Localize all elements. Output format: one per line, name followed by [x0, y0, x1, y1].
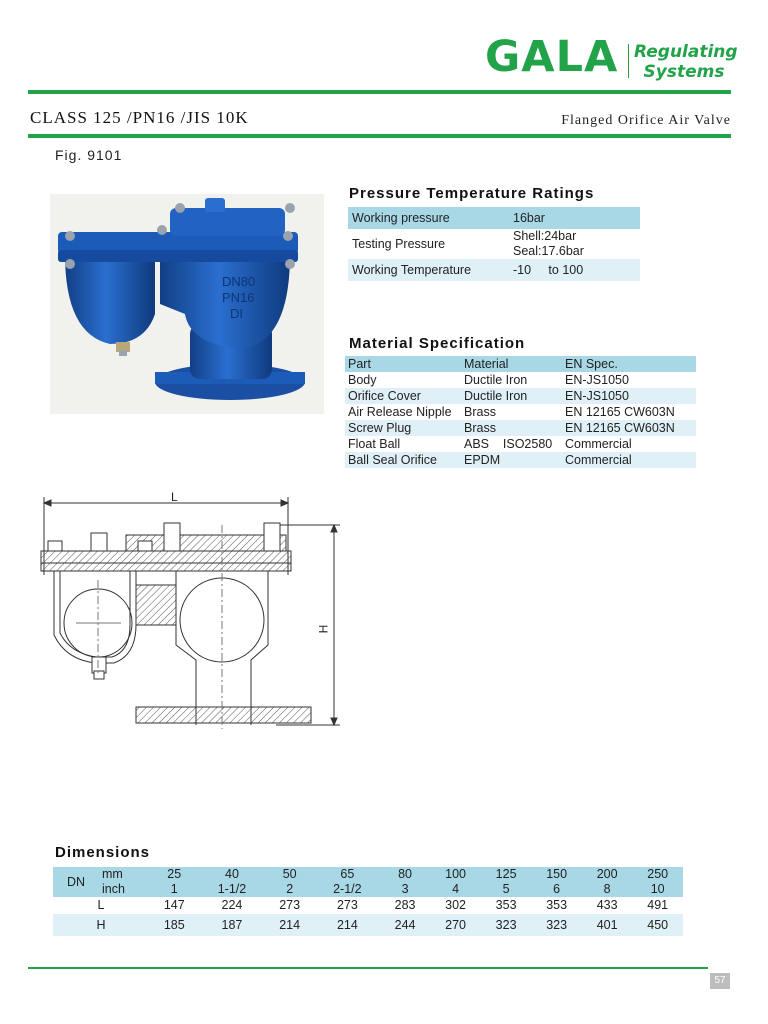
part-cell: Body	[348, 373, 377, 387]
h-cell: 214	[279, 917, 301, 932]
product-photo	[50, 194, 324, 414]
mm-cell: 200	[596, 867, 618, 881]
column-header: Material	[464, 357, 509, 371]
mm-cell: 50	[282, 867, 297, 881]
mm-cell: 125	[495, 867, 517, 881]
product-title: Flanged Orifice Air Valve	[561, 113, 731, 128]
technical-drawing	[36, 485, 346, 730]
table-header-row	[345, 356, 696, 372]
unit-label: inch	[102, 882, 125, 896]
part-cell: Air Release Nipple	[348, 405, 452, 419]
h-cell: 323	[495, 917, 517, 932]
logo-divider	[628, 44, 629, 78]
l-cell: 273	[279, 898, 301, 912]
dimension-l-label: L	[171, 490, 178, 504]
material-cell: Ductile Iron	[464, 389, 528, 403]
spec-cell: Commercial	[565, 453, 632, 467]
dimensions-table	[53, 867, 683, 936]
inch-cell: 3	[401, 882, 409, 896]
h-cell: 323	[546, 917, 568, 932]
rating-value: 16bar	[513, 211, 545, 225]
rating-label: Working Temperature	[352, 263, 472, 277]
column-header: Part	[348, 357, 371, 371]
header-rule-top	[28, 90, 731, 94]
l-cell: 433	[596, 898, 618, 912]
svg-text:DN80: DN80	[222, 274, 256, 289]
unit-label: mm	[102, 867, 123, 881]
pressure-ratings-table	[348, 207, 640, 281]
h-cell: 185	[163, 917, 185, 932]
class-title: CLASS 125 /PN16 /JIS 10K	[30, 108, 249, 127]
part-cell: Float Ball	[348, 437, 401, 451]
rating-value	[510, 229, 640, 259]
material-cell: Ductile Iron	[464, 373, 528, 387]
dimension-h-label: H	[316, 624, 331, 634]
page-number: 57	[710, 973, 730, 989]
mm-cell: 25	[167, 867, 182, 881]
h-cell: 187	[221, 917, 243, 932]
table-row	[348, 229, 640, 259]
inch-cell: 5	[502, 882, 510, 896]
part-cell: Ball Seal Orifice	[348, 453, 437, 467]
inch-cell: 1	[170, 882, 178, 896]
rating-value-line: Shell:24bar	[513, 229, 577, 243]
svg-text:PN16: PN16	[222, 290, 255, 305]
inch-cell: 1-1/2	[217, 882, 247, 896]
footer-rule	[28, 967, 708, 969]
table-row	[345, 420, 696, 436]
rating-value-line: Seal:17.6bar	[513, 244, 584, 258]
mm-cell: 65	[340, 867, 355, 881]
h-cell: 401	[596, 917, 618, 932]
tagline-line-2: Systems	[643, 62, 725, 82]
svg-text:DI: DI	[230, 306, 243, 321]
l-cell: 302	[445, 898, 467, 912]
material-spec-table	[345, 356, 696, 468]
table-row	[348, 259, 640, 281]
l-cell: 491	[647, 898, 669, 912]
figure-label: Fig. 9101	[55, 147, 123, 163]
valve-photo-illustration	[50, 194, 324, 414]
table-row	[53, 867, 683, 882]
inch-cell: 2-1/2	[333, 882, 362, 896]
part-cell: Orifice Cover	[348, 389, 421, 403]
inch-cell: 2	[286, 882, 294, 896]
l-cell: 224	[221, 898, 243, 912]
inch-cell: 6	[553, 882, 561, 896]
l-cell: 273	[336, 898, 358, 912]
row-label: L	[97, 898, 105, 912]
table-row	[345, 436, 696, 452]
part-cell: Screw Plug	[348, 421, 412, 435]
inch-cell: 10	[650, 882, 665, 896]
material-spec-heading: Material Specification	[349, 335, 526, 352]
brand-logo: GALA	[485, 32, 619, 82]
dimensions-heading: Dimensions	[55, 844, 151, 861]
l-cell: 283	[394, 898, 416, 912]
rating-label: Testing Pressure	[352, 237, 446, 251]
column-header: EN Spec.	[565, 357, 618, 371]
table-row	[53, 914, 683, 936]
brand-tagline	[634, 42, 738, 82]
rating-label: Working pressure	[352, 211, 450, 225]
material-cell: ABS ISO2580	[464, 437, 553, 451]
table-row	[53, 882, 683, 897]
table-row	[345, 372, 696, 388]
spec-cell: Commercial	[565, 437, 632, 451]
l-cell: 147	[163, 898, 185, 912]
table-row	[345, 404, 696, 420]
mm-cell: 250	[647, 867, 669, 881]
mm-cell: 40	[225, 867, 239, 881]
spec-cell: EN-JS1050	[565, 373, 629, 387]
material-cell: Brass	[464, 405, 496, 419]
mm-cell: 100	[445, 867, 467, 881]
pressure-ratings-heading: Pressure Temperature Ratings	[349, 185, 595, 202]
spec-cell: EN-JS1050	[565, 389, 629, 403]
h-cell: 270	[445, 917, 467, 932]
material-cell: EPDM	[464, 453, 501, 467]
l-cell: 353	[546, 898, 568, 912]
h-cell: 450	[647, 917, 669, 932]
table-row	[53, 897, 683, 914]
table-row	[345, 452, 696, 468]
header-rule-bottom	[28, 134, 731, 138]
table-row	[345, 388, 696, 404]
row-label: H	[96, 917, 106, 932]
material-cell: Brass	[464, 421, 496, 435]
h-cell: 214	[336, 917, 358, 932]
inch-cell: 4	[452, 882, 460, 896]
inch-cell: 8	[603, 882, 611, 896]
spec-cell: EN 12165 CW603N	[565, 405, 675, 419]
dn-label: DN	[66, 874, 86, 889]
spec-cell: EN 12165 CW603N	[565, 421, 675, 435]
mm-cell: 80	[398, 867, 413, 881]
rating-value: -10 to 100	[513, 263, 584, 277]
l-cell: 353	[495, 898, 517, 912]
h-cell: 244	[394, 917, 416, 932]
tagline-line-1: Regulating	[634, 42, 738, 62]
table-row	[348, 207, 640, 229]
mm-cell: 150	[546, 867, 568, 881]
